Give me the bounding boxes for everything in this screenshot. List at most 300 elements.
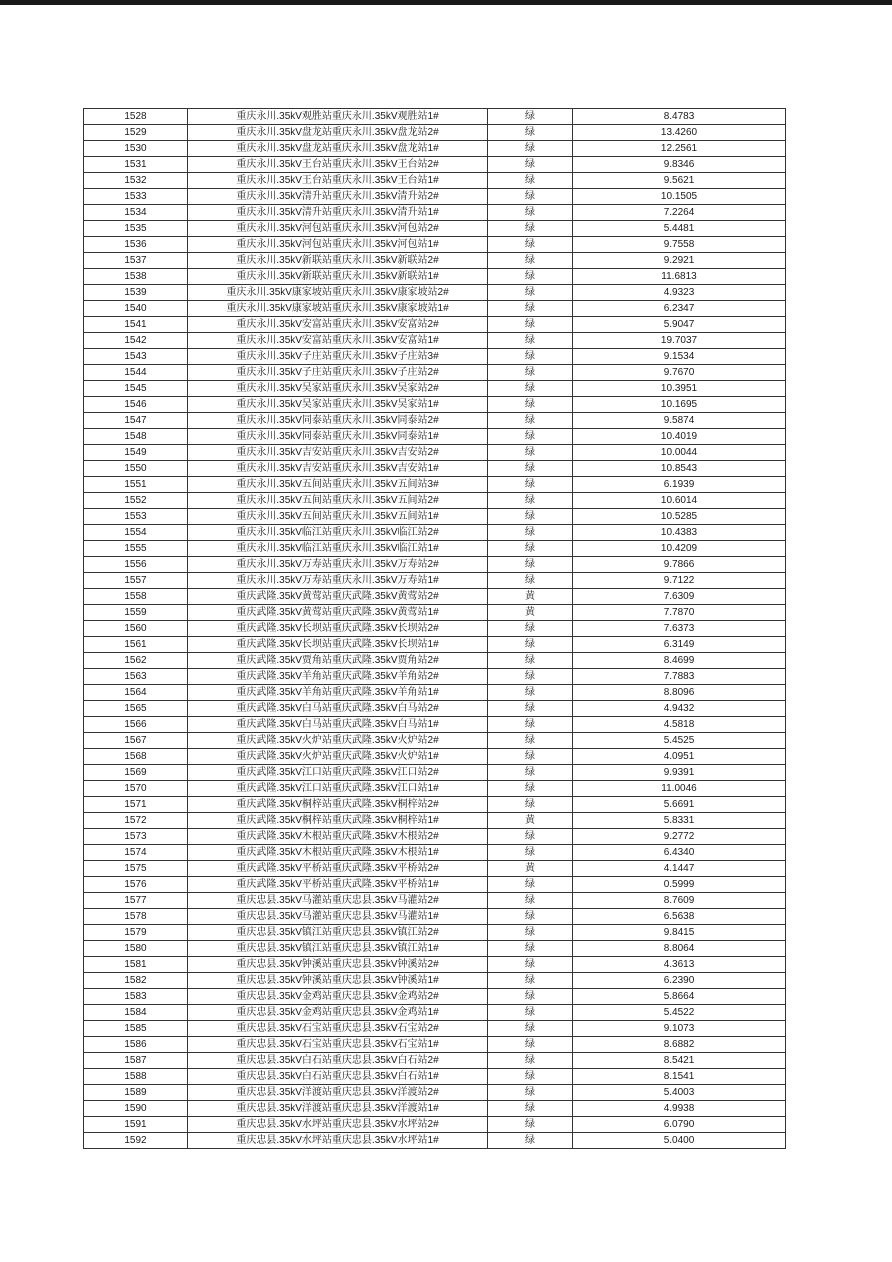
row-number-cell: 1583 — [84, 989, 188, 1005]
station-name-cell: 重庆永川.35kV王台站重庆永川.35kV王台站1# — [188, 173, 488, 189]
table-row — [84, 925, 786, 941]
row-number-cell: 1538 — [84, 269, 188, 285]
value-cell: 5.9047 — [573, 317, 786, 333]
table-row — [84, 989, 786, 1005]
station-name-cell: 重庆永川.35kV临江站重庆永川.35kV临江站1# — [188, 541, 488, 557]
station-name-cell: 重庆忠县.35kV马灌站重庆忠县.35kV马灌站2# — [188, 893, 488, 909]
station-name-cell: 重庆武隆.35kV贾角站重庆武隆.35kV贾角站2# — [188, 653, 488, 669]
station-name-cell: 重庆永川.35kV观胜站重庆永川.35kV观胜站1# — [188, 109, 488, 125]
status-cell: 绿 — [488, 301, 573, 317]
table-row — [84, 381, 786, 397]
row-number-cell: 1554 — [84, 525, 188, 541]
status-cell: 绿 — [488, 1021, 573, 1037]
table-row — [84, 541, 786, 557]
value-cell: 10.4019 — [573, 429, 786, 445]
station-name-cell: 重庆永川.35kV王台站重庆永川.35kV王台站2# — [188, 157, 488, 173]
station-name-cell: 重庆永川.35kV五间站重庆永川.35kV五间站3# — [188, 477, 488, 493]
status-cell: 绿 — [488, 925, 573, 941]
station-name-cell: 重庆永川.35kV安富站重庆永川.35kV安富站2# — [188, 317, 488, 333]
value-cell: 9.7866 — [573, 557, 786, 573]
station-name-cell: 重庆忠县.35kV水坪站重庆忠县.35kV水坪站1# — [188, 1133, 488, 1149]
value-cell: 8.4699 — [573, 653, 786, 669]
value-cell: 5.4481 — [573, 221, 786, 237]
station-name-cell: 重庆永川.35kV清升站重庆永川.35kV清升站1# — [188, 205, 488, 221]
table-row — [84, 893, 786, 909]
value-cell: 9.8346 — [573, 157, 786, 173]
value-cell: 9.5874 — [573, 413, 786, 429]
table-row — [84, 141, 786, 157]
row-number-cell: 1531 — [84, 157, 188, 173]
status-cell: 绿 — [488, 1005, 573, 1021]
table-row — [84, 317, 786, 333]
value-cell: 8.1541 — [573, 1069, 786, 1085]
row-number-cell: 1550 — [84, 461, 188, 477]
table-row — [84, 1005, 786, 1021]
status-cell: 绿 — [488, 685, 573, 701]
status-cell: 绿 — [488, 573, 573, 589]
row-number-cell: 1546 — [84, 397, 188, 413]
station-name-cell: 重庆武隆.35kV羊角站重庆武隆.35kV羊角站2# — [188, 669, 488, 685]
table-row — [84, 1069, 786, 1085]
station-name-cell: 重庆永川.35kV康家坡站重庆永川.35kV康家坡站2# — [188, 285, 488, 301]
table-row — [84, 349, 786, 365]
row-number-cell: 1553 — [84, 509, 188, 525]
row-number-cell: 1534 — [84, 205, 188, 221]
station-name-cell: 重庆武隆.35kV长坝站重庆武隆.35kV长坝站2# — [188, 621, 488, 637]
row-number-cell: 1566 — [84, 717, 188, 733]
value-cell: 5.8331 — [573, 813, 786, 829]
status-cell: 绿 — [488, 269, 573, 285]
row-number-cell: 1582 — [84, 973, 188, 989]
station-data-table — [83, 108, 786, 1149]
status-cell: 绿 — [488, 1085, 573, 1101]
table-row — [84, 525, 786, 541]
row-number-cell: 1568 — [84, 749, 188, 765]
station-name-cell: 重庆武隆.35kV桐梓站重庆武隆.35kV桐梓站1# — [188, 813, 488, 829]
value-cell: 8.6882 — [573, 1037, 786, 1053]
row-number-cell: 1567 — [84, 733, 188, 749]
value-cell: 10.5285 — [573, 509, 786, 525]
row-number-cell: 1528 — [84, 109, 188, 125]
station-name-cell: 重庆永川.35kV安富站重庆永川.35kV安富站1# — [188, 333, 488, 349]
value-cell: 10.6014 — [573, 493, 786, 509]
station-name-cell: 重庆忠县.35kV洋渡站重庆忠县.35kV洋渡站2# — [188, 1085, 488, 1101]
row-number-cell: 1536 — [84, 237, 188, 253]
value-cell: 9.2772 — [573, 829, 786, 845]
status-cell: 绿 — [488, 845, 573, 861]
station-name-cell: 重庆永川.35kV子庄站重庆永川.35kV子庄站3# — [188, 349, 488, 365]
table-row — [84, 733, 786, 749]
row-number-cell: 1573 — [84, 829, 188, 845]
row-number-cell: 1590 — [84, 1101, 188, 1117]
row-number-cell: 1586 — [84, 1037, 188, 1053]
table-row — [84, 909, 786, 925]
status-cell: 绿 — [488, 541, 573, 557]
row-number-cell: 1562 — [84, 653, 188, 669]
status-cell: 绿 — [488, 397, 573, 413]
status-cell: 绿 — [488, 285, 573, 301]
value-cell: 5.4003 — [573, 1085, 786, 1101]
station-name-cell: 重庆永川.35kV河包站重庆永川.35kV河包站1# — [188, 237, 488, 253]
row-number-cell: 1540 — [84, 301, 188, 317]
row-number-cell: 1577 — [84, 893, 188, 909]
status-cell: 绿 — [488, 989, 573, 1005]
value-cell: 4.1447 — [573, 861, 786, 877]
table-row — [84, 797, 786, 813]
value-cell: 5.6691 — [573, 797, 786, 813]
station-name-cell: 重庆忠县.35kV镇江站重庆忠县.35kV镇江站2# — [188, 925, 488, 941]
table-row — [84, 829, 786, 845]
value-cell: 5.8664 — [573, 989, 786, 1005]
status-cell: 绿 — [488, 125, 573, 141]
status-cell: 绿 — [488, 157, 573, 173]
station-name-cell: 重庆永川.35kV盘龙站重庆永川.35kV盘龙站2# — [188, 125, 488, 141]
value-cell: 7.2264 — [573, 205, 786, 221]
row-number-cell: 1552 — [84, 493, 188, 509]
row-number-cell: 1548 — [84, 429, 188, 445]
table-row — [84, 1053, 786, 1069]
station-name-cell: 重庆忠县.35kV马灌站重庆忠县.35kV马灌站1# — [188, 909, 488, 925]
value-cell: 5.4525 — [573, 733, 786, 749]
table-row — [84, 669, 786, 685]
row-number-cell: 1572 — [84, 813, 188, 829]
row-number-cell: 1592 — [84, 1133, 188, 1149]
value-cell: 9.8415 — [573, 925, 786, 941]
row-number-cell: 1543 — [84, 349, 188, 365]
station-name-cell: 重庆永川.35kV康家坡站重庆永川.35kV康家坡站1# — [188, 301, 488, 317]
value-cell: 10.3951 — [573, 381, 786, 397]
station-name-cell: 重庆武隆.35kV木根站重庆武隆.35kV木根站1# — [188, 845, 488, 861]
status-cell: 绿 — [488, 973, 573, 989]
value-cell: 12.2561 — [573, 141, 786, 157]
value-cell: 7.6309 — [573, 589, 786, 605]
status-cell: 绿 — [488, 1117, 573, 1133]
status-cell: 绿 — [488, 205, 573, 221]
status-cell: 绿 — [488, 381, 573, 397]
row-number-cell: 1529 — [84, 125, 188, 141]
station-name-cell: 重庆永川.35kV盘龙站重庆永川.35kV盘龙站1# — [188, 141, 488, 157]
value-cell: 8.5421 — [573, 1053, 786, 1069]
table-row — [84, 493, 786, 509]
table-row — [84, 1133, 786, 1149]
station-name-cell: 重庆武隆.35kV长坝站重庆武隆.35kV长坝站1# — [188, 637, 488, 653]
status-cell: 绿 — [488, 141, 573, 157]
table-row — [84, 445, 786, 461]
value-cell: 19.7037 — [573, 333, 786, 349]
value-cell: 4.9323 — [573, 285, 786, 301]
row-number-cell: 1581 — [84, 957, 188, 973]
station-name-cell: 重庆武隆.35kV平桥站重庆武隆.35kV平桥站1# — [188, 877, 488, 893]
value-cell: 7.7870 — [573, 605, 786, 621]
station-name-cell: 重庆永川.35kV新联站重庆永川.35kV新联站1# — [188, 269, 488, 285]
row-number-cell: 1585 — [84, 1021, 188, 1037]
value-cell: 11.0046 — [573, 781, 786, 797]
table-row — [84, 173, 786, 189]
table-row — [84, 1021, 786, 1037]
table-row — [84, 557, 786, 573]
status-cell: 绿 — [488, 109, 573, 125]
value-cell: 4.0951 — [573, 749, 786, 765]
status-cell: 绿 — [488, 669, 573, 685]
value-cell: 6.3149 — [573, 637, 786, 653]
status-cell: 绿 — [488, 893, 573, 909]
status-cell: 绿 — [488, 877, 573, 893]
status-cell: 绿 — [488, 733, 573, 749]
table-row — [84, 397, 786, 413]
station-name-cell: 重庆武隆.35kV黄莺站重庆武隆.35kV黄莺站1# — [188, 605, 488, 621]
status-cell: 绿 — [488, 221, 573, 237]
station-name-cell: 重庆武隆.35kV黄莺站重庆武隆.35kV黄莺站2# — [188, 589, 488, 605]
table-row — [84, 941, 786, 957]
table-row — [84, 1037, 786, 1053]
table-row — [84, 685, 786, 701]
station-name-cell: 重庆忠县.35kV石宝站重庆忠县.35kV石宝站2# — [188, 1021, 488, 1037]
value-cell: 8.7609 — [573, 893, 786, 909]
value-cell: 13.4260 — [573, 125, 786, 141]
value-cell: 6.0790 — [573, 1117, 786, 1133]
value-cell: 9.1073 — [573, 1021, 786, 1037]
value-cell: 8.4783 — [573, 109, 786, 125]
row-number-cell: 1542 — [84, 333, 188, 349]
table-row — [84, 413, 786, 429]
table-row — [84, 221, 786, 237]
row-number-cell: 1575 — [84, 861, 188, 877]
status-cell: 绿 — [488, 1133, 573, 1149]
station-name-cell: 重庆永川.35kV吴家站重庆永川.35kV吴家站1# — [188, 397, 488, 413]
row-number-cell: 1576 — [84, 877, 188, 893]
value-cell: 7.7883 — [573, 669, 786, 685]
station-name-cell: 重庆永川.35kV子庄站重庆永川.35kV子庄站2# — [188, 365, 488, 381]
table-row — [84, 589, 786, 605]
station-name-cell: 重庆永川.35kV吴家站重庆永川.35kV吴家站2# — [188, 381, 488, 397]
value-cell: 8.8096 — [573, 685, 786, 701]
row-number-cell: 1535 — [84, 221, 188, 237]
table-row — [84, 157, 786, 173]
row-number-cell: 1563 — [84, 669, 188, 685]
table-row — [84, 333, 786, 349]
window-top-edge — [0, 0, 892, 5]
value-cell: 8.8064 — [573, 941, 786, 957]
status-cell: 绿 — [488, 1069, 573, 1085]
status-cell: 绿 — [488, 349, 573, 365]
value-cell: 9.2921 — [573, 253, 786, 269]
table-row — [84, 237, 786, 253]
status-cell: 绿 — [488, 237, 573, 253]
row-number-cell: 1584 — [84, 1005, 188, 1021]
status-cell: 绿 — [488, 637, 573, 653]
station-name-cell: 重庆武隆.35kV火炉站重庆武隆.35kV火炉站2# — [188, 733, 488, 749]
table-row — [84, 205, 786, 221]
station-name-cell: 重庆永川.35kV五间站重庆永川.35kV五间站2# — [188, 493, 488, 509]
value-cell: 10.4383 — [573, 525, 786, 541]
table-row — [84, 1101, 786, 1117]
row-number-cell: 1551 — [84, 477, 188, 493]
value-cell: 6.1939 — [573, 477, 786, 493]
station-name-cell: 重庆忠县.35kV白石站重庆忠县.35kV白石站2# — [188, 1053, 488, 1069]
table-row — [84, 429, 786, 445]
value-cell: 6.5638 — [573, 909, 786, 925]
station-name-cell: 重庆永川.35kV同泰站重庆永川.35kV同泰站1# — [188, 429, 488, 445]
table-row — [84, 973, 786, 989]
station-name-cell: 重庆忠县.35kV钟溪站重庆忠县.35kV钟溪站1# — [188, 973, 488, 989]
value-cell: 10.0044 — [573, 445, 786, 461]
station-name-cell: 重庆永川.35kV同泰站重庆永川.35kV同泰站2# — [188, 413, 488, 429]
table-row — [84, 573, 786, 589]
row-number-cell: 1533 — [84, 189, 188, 205]
status-cell: 绿 — [488, 317, 573, 333]
station-name-cell: 重庆永川.35kV万寿站重庆永川.35kV万寿站1# — [188, 573, 488, 589]
value-cell: 4.5818 — [573, 717, 786, 733]
station-name-cell: 重庆永川.35kV吉安站重庆永川.35kV吉安站2# — [188, 445, 488, 461]
table-row — [84, 877, 786, 893]
status-cell: 绿 — [488, 653, 573, 669]
status-cell: 绿 — [488, 253, 573, 269]
row-number-cell: 1556 — [84, 557, 188, 573]
station-name-cell: 重庆永川.35kV新联站重庆永川.35kV新联站2# — [188, 253, 488, 269]
value-cell: 9.5621 — [573, 173, 786, 189]
row-number-cell: 1558 — [84, 589, 188, 605]
row-number-cell: 1544 — [84, 365, 188, 381]
station-name-cell: 重庆永川.35kV吉安站重庆永川.35kV吉安站1# — [188, 461, 488, 477]
table-body — [84, 109, 786, 1149]
table-row — [84, 637, 786, 653]
table-row — [84, 621, 786, 637]
row-number-cell: 1591 — [84, 1117, 188, 1133]
status-cell: 绿 — [488, 493, 573, 509]
table-row — [84, 109, 786, 125]
row-number-cell: 1574 — [84, 845, 188, 861]
value-cell: 9.7122 — [573, 573, 786, 589]
value-cell: 9.7558 — [573, 237, 786, 253]
station-name-cell: 重庆永川.35kV河包站重庆永川.35kV河包站2# — [188, 221, 488, 237]
table-row — [84, 301, 786, 317]
row-number-cell: 1532 — [84, 173, 188, 189]
table-row — [84, 125, 786, 141]
table-row — [84, 1085, 786, 1101]
row-number-cell: 1559 — [84, 605, 188, 621]
table-row — [84, 285, 786, 301]
row-number-cell: 1561 — [84, 637, 188, 653]
status-cell: 黄 — [488, 605, 573, 621]
station-name-cell: 重庆忠县.35kV金鸡站重庆忠县.35kV金鸡站1# — [188, 1005, 488, 1021]
value-cell: 10.4209 — [573, 541, 786, 557]
value-cell: 9.1534 — [573, 349, 786, 365]
table-row — [84, 365, 786, 381]
value-cell: 4.9938 — [573, 1101, 786, 1117]
station-name-cell: 重庆武隆.35kV白马站重庆武隆.35kV白马站2# — [188, 701, 488, 717]
value-cell: 6.2347 — [573, 301, 786, 317]
row-number-cell: 1580 — [84, 941, 188, 957]
status-cell: 绿 — [488, 797, 573, 813]
table-row — [84, 509, 786, 525]
row-number-cell: 1589 — [84, 1085, 188, 1101]
station-name-cell: 重庆武隆.35kV木根站重庆武隆.35kV木根站2# — [188, 829, 488, 845]
station-name-cell: 重庆忠县.35kV水坪站重庆忠县.35kV水坪站2# — [188, 1117, 488, 1133]
status-cell: 绿 — [488, 365, 573, 381]
station-name-cell: 重庆忠县.35kV钟溪站重庆忠县.35kV钟溪站2# — [188, 957, 488, 973]
row-number-cell: 1578 — [84, 909, 188, 925]
status-cell: 绿 — [488, 749, 573, 765]
row-number-cell: 1571 — [84, 797, 188, 813]
status-cell: 绿 — [488, 477, 573, 493]
row-number-cell: 1587 — [84, 1053, 188, 1069]
table-row — [84, 749, 786, 765]
station-name-cell: 重庆忠县.35kV洋渡站重庆忠县.35kV洋渡站1# — [188, 1101, 488, 1117]
row-number-cell: 1565 — [84, 701, 188, 717]
station-name-cell: 重庆武隆.35kV白马站重庆武隆.35kV白马站1# — [188, 717, 488, 733]
station-name-cell: 重庆永川.35kV临江站重庆永川.35kV临江站2# — [188, 525, 488, 541]
row-number-cell: 1537 — [84, 253, 188, 269]
status-cell: 绿 — [488, 509, 573, 525]
status-cell: 绿 — [488, 173, 573, 189]
table-row — [84, 605, 786, 621]
status-cell: 绿 — [488, 765, 573, 781]
status-cell: 绿 — [488, 957, 573, 973]
value-cell: 11.6813 — [573, 269, 786, 285]
status-cell: 绿 — [488, 909, 573, 925]
station-name-cell: 重庆忠县.35kV金鸡站重庆忠县.35kV金鸡站2# — [188, 989, 488, 1005]
station-name-cell: 重庆忠县.35kV白石站重庆忠县.35kV白石站1# — [188, 1069, 488, 1085]
table-row — [84, 765, 786, 781]
row-number-cell: 1564 — [84, 685, 188, 701]
table-row — [84, 461, 786, 477]
row-number-cell: 1547 — [84, 413, 188, 429]
row-number-cell: 1530 — [84, 141, 188, 157]
status-cell: 绿 — [488, 557, 573, 573]
value-cell: 9.7670 — [573, 365, 786, 381]
station-name-cell: 重庆永川.35kV清升站重庆永川.35kV清升站2# — [188, 189, 488, 205]
station-name-cell: 重庆武隆.35kV江口站重庆武隆.35kV江口站2# — [188, 765, 488, 781]
table-row — [84, 957, 786, 973]
row-number-cell: 1555 — [84, 541, 188, 557]
status-cell: 绿 — [488, 829, 573, 845]
table-row — [84, 269, 786, 285]
station-name-cell: 重庆永川.35kV五间站重庆永川.35kV五间站1# — [188, 509, 488, 525]
value-cell: 6.4340 — [573, 845, 786, 861]
station-name-cell: 重庆武隆.35kV桐梓站重庆武隆.35kV桐梓站2# — [188, 797, 488, 813]
value-cell: 7.6373 — [573, 621, 786, 637]
value-cell: 4.3613 — [573, 957, 786, 973]
status-cell: 绿 — [488, 445, 573, 461]
status-cell: 绿 — [488, 461, 573, 477]
row-number-cell: 1579 — [84, 925, 188, 941]
status-cell: 黄 — [488, 861, 573, 877]
status-cell: 绿 — [488, 429, 573, 445]
value-cell: 9.9391 — [573, 765, 786, 781]
value-cell: 10.1695 — [573, 397, 786, 413]
table-row — [84, 653, 786, 669]
table-row — [84, 861, 786, 877]
row-number-cell: 1549 — [84, 445, 188, 461]
status-cell: 绿 — [488, 189, 573, 205]
value-cell: 10.1505 — [573, 189, 786, 205]
station-name-cell: 重庆永川.35kV万寿站重庆永川.35kV万寿站2# — [188, 557, 488, 573]
status-cell: 绿 — [488, 621, 573, 637]
table-row — [84, 813, 786, 829]
table-row — [84, 1117, 786, 1133]
row-number-cell: 1588 — [84, 1069, 188, 1085]
status-cell: 绿 — [488, 701, 573, 717]
station-name-cell: 重庆武隆.35kV平桥站重庆武隆.35kV平桥站2# — [188, 861, 488, 877]
station-name-cell: 重庆武隆.35kV火炉站重庆武隆.35kV火炉站1# — [188, 749, 488, 765]
row-number-cell: 1541 — [84, 317, 188, 333]
status-cell: 绿 — [488, 1053, 573, 1069]
table-row — [84, 845, 786, 861]
status-cell: 绿 — [488, 525, 573, 541]
status-cell: 绿 — [488, 1101, 573, 1117]
table-row — [84, 781, 786, 797]
status-cell: 黄 — [488, 589, 573, 605]
